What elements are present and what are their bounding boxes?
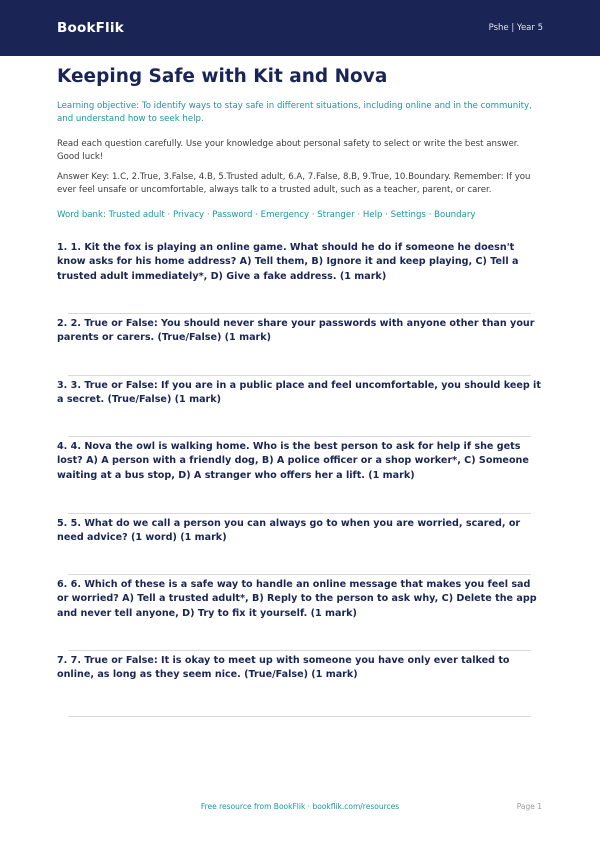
brand-logo: BookFlik	[57, 20, 124, 36]
word-bank: Word bank: Trusted adult · Privacy · Password · Emergency · Stranger · Help · Settings · Boundary	[57, 210, 476, 220]
answer-line-2	[68, 375, 531, 376]
question-5: 5. 5. What do we call a person you can always go to when you are worried, scared, or need advice? (1 word) (1 mark)	[57, 518, 521, 544]
answer-line-5	[68, 574, 531, 575]
question-3: 3. 3. True or False: If you are in a public place and feel uncomfortable, you should keep it a secret. (True/False) (1 mark)	[57, 380, 541, 406]
page-title: Keeping Safe with Kit and Nova	[57, 66, 388, 87]
subject-year-label: Pshe | Year 5	[488, 23, 543, 33]
question-4: 4. 4. Nova the owl is walking home. Who is the best person to ask for help if she gets lost? A) A person with a friendly dog, B) A police officer or a shop worker*, C) Someone waiting at a bus stop, D) A stranger who offers her a lift. (1 mark)	[57, 441, 529, 481]
answer-line-6	[68, 650, 531, 651]
answer-line-7	[68, 716, 531, 717]
answer-key: Answer Key: 1.C, 2.True, 3.False, 4.B, 5.Trusted adult, 6.A, 7.False, 8.B, 9.True, 10.Boundary. Remember: If you ever feel unsafe or uncomfortable, always talk to a trusted adult, such as a teacher, parent, or carer.	[57, 172, 531, 195]
question-2: 2. 2. True or False: You should never share your passwords with anyone other than your parents or carers. (True/False) (1 mark)	[57, 318, 535, 344]
answer-line-4	[68, 513, 531, 514]
question-1: 1. 1. Kit the fox is playing an online game. What should he do if someone he doesn't know asks for his home address? A) Tell them, B) Ignore it and keep playing, C) Tell a trusted adult immediately*, D) Give a fake address. (1 mark)	[57, 242, 519, 282]
instructions: Read each question carefully. Use your knowledge about personal safety to select or write the best answer. Good luck!	[57, 139, 520, 162]
header-bar	[0, 0, 600, 56]
question-7: 7. 7. True or False: It is okay to meet up with someone you have only ever talked to online, as long as they seem nice. (True/False) (1 mark)	[57, 655, 510, 681]
answer-line-1	[68, 313, 531, 314]
learning-objective: Learning objective: To identify ways to stay safe in different situations, including online and in the community, and understand how to seek help.	[57, 101, 532, 124]
answer-line-3	[68, 436, 531, 437]
footer-credit: Free resource from BookFlik · bookflik.com/resources	[200, 802, 400, 811]
page-number: Page 1	[516, 802, 542, 811]
question-6: 6. 6. Which of these is a safe way to handle an online message that makes you feel sad or worried? A) Tell a trusted adult*, B) Reply to the person to ask why, C) Delete the app and never tell anyone, D) Try to fix it yourself. (1 mark)	[57, 579, 537, 619]
